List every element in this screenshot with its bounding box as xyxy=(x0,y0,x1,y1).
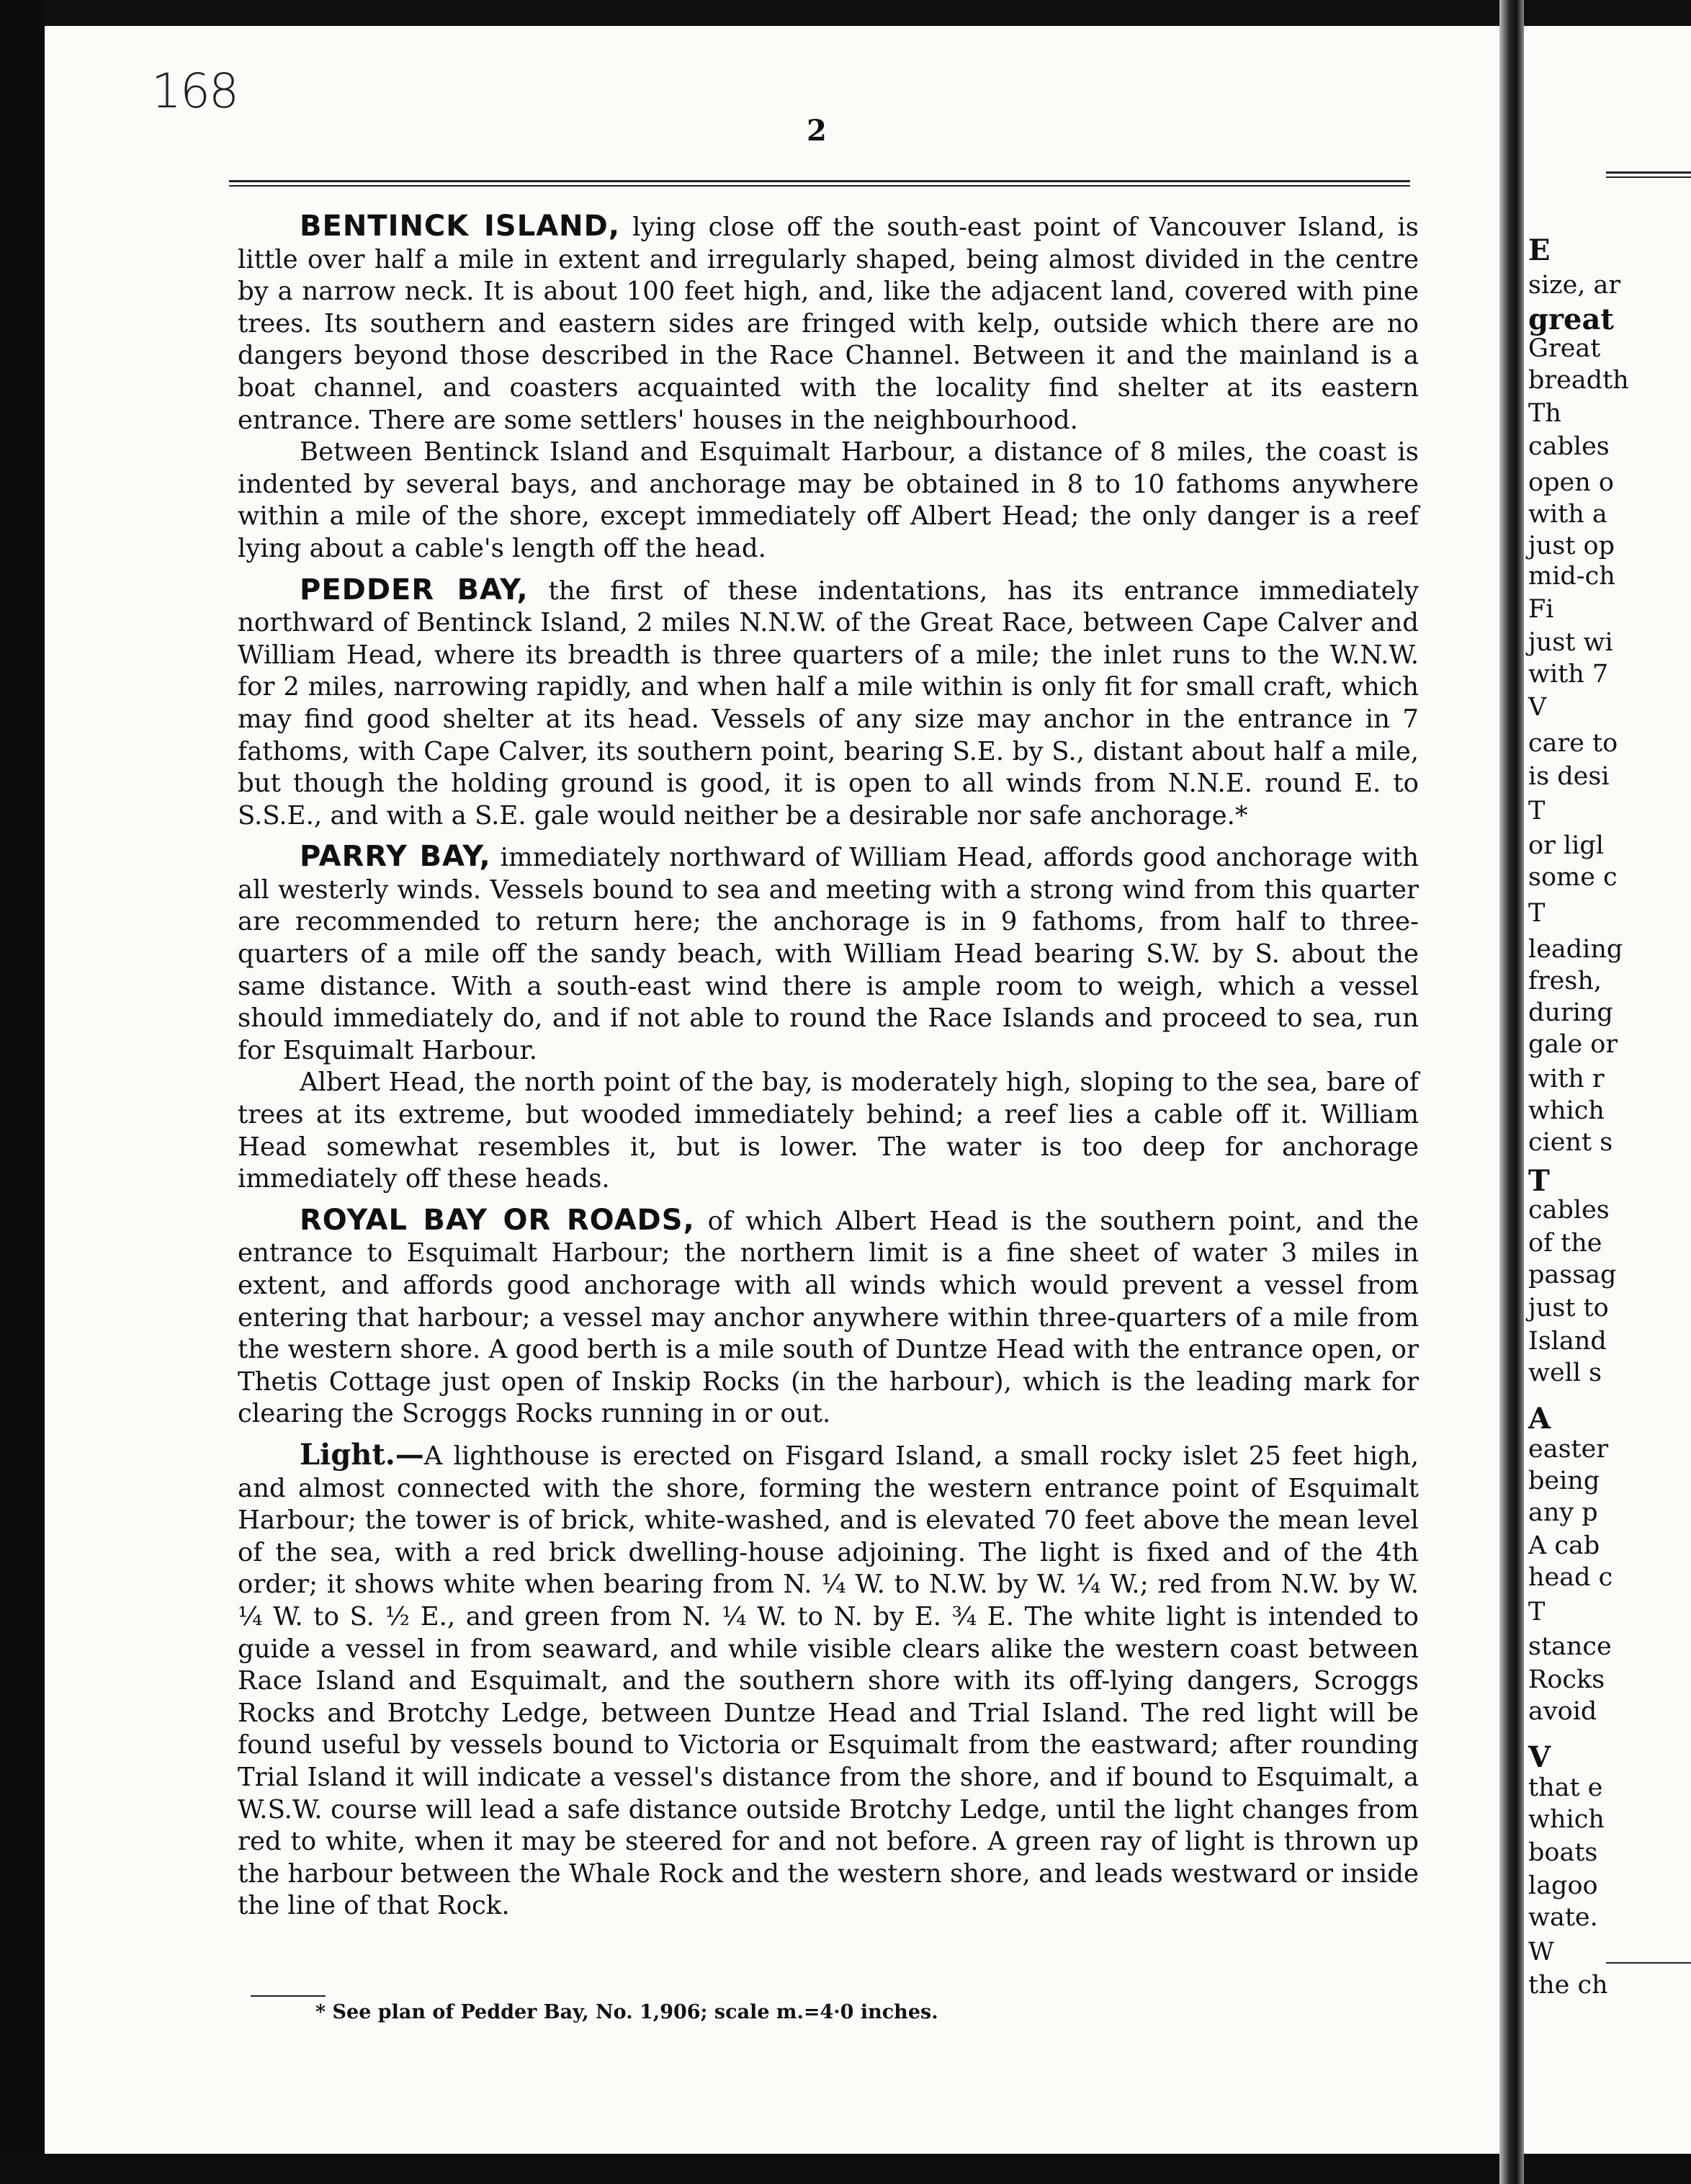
next-page-fragment: care to xyxy=(1528,729,1618,758)
next-page-header-rule xyxy=(1606,171,1691,178)
paragraph xyxy=(238,210,1419,437)
paragraph-text: immediately northward of William Head, affords good anchorage with all westerly winds. Vessels bound to sea and meeting with a strong wind from this quarter are recommended to return here; the anchorage is in 9 fathoms, from half to three-quarters of a mile off the sandy beach, with William Head bearing S.W. by S. about the same distance. With a south-east wind there is ample room to weigh, which a vessel should immediately do, and if not able to round the Race Islands and proceed to sea, run for Esquimalt Harbour. xyxy=(238,843,1419,1065)
paragraph xyxy=(238,1204,1419,1431)
next-page-fragment: which xyxy=(1528,1805,1605,1834)
next-page-fragment: leading xyxy=(1528,935,1623,964)
next-page-fragment: is desi xyxy=(1528,762,1610,791)
next-page-fragment: open o xyxy=(1528,468,1614,497)
section-heading: Light.— xyxy=(300,1437,424,1472)
paragraph-text: Albert Head, the north point of the bay, is moderately high, sloping to the sea, bare of trees at its extreme, but wooded immediately behind; a reef lies a cable off it. William Head somewhat resembles it, but is lower. The water is too deep for anchorage immediately off these heads. xyxy=(238,1068,1419,1194)
next-page-fragment: breadth xyxy=(1528,366,1629,395)
next-page-fragment: with r xyxy=(1528,1065,1605,1093)
next-page-fragment: great xyxy=(1528,303,1614,336)
scan-border-bottom xyxy=(0,2154,1691,2184)
next-page-fragment: Fi xyxy=(1528,595,1554,624)
next-page-fragment: easter xyxy=(1528,1435,1609,1464)
next-page-fragment: passag xyxy=(1528,1261,1617,1289)
next-page-fragment: cables xyxy=(1528,432,1610,461)
next-page-fragment: T xyxy=(1528,1598,1546,1626)
page-gutter xyxy=(1499,0,1524,2184)
next-page-fragment: which xyxy=(1528,1096,1605,1125)
next-page-fragment: Great xyxy=(1528,334,1601,363)
next-page-fragment: any p xyxy=(1528,1498,1598,1527)
paragraph xyxy=(238,574,1419,833)
next-page-fragment: fresh, xyxy=(1528,967,1602,995)
next-page-fragment: cient s xyxy=(1528,1128,1613,1157)
scan-border-top xyxy=(0,0,1691,26)
next-page-bottom-rule xyxy=(1606,1962,1691,1964)
footnote-rule xyxy=(251,1995,326,1997)
next-page-fragment: size, ar xyxy=(1528,271,1621,300)
next-page-fragment: of the xyxy=(1528,1229,1602,1258)
paragraph-text: A lighthouse is erected on Fisgard Island, a small rocky islet 25 feet high, and almost connected with the shore, forming the western entrance point of Esquimalt Harbour; the tower is of brick, white-washed, and is elevated 70 feet above the mean level of the sea, with a red brick dwelling-house adjoining. The light is fixed and of the 4th order; it shows white when bearing from N. ¼ W. to N.W. by W. ¼ W.; red from N.W. by W. ¼ W. to S. ½ E., and green from N. ¼ W. to N. by E. ¾ E. The white light is intended to guide a vessel in from seaward, and while visible clears alike the western coast between Race Island and Esquimalt, and the southern shore with its off-lying dangers, Scroggs Rocks and Brotchy Ledge, between Duntze Head and Trial Island. The red light will be found useful by vessels bound to Victoria or Esquimalt from the eastward; after rounding Trial Island it will indicate a vessel's distance from the shore, and if bound to Esquimalt, a W.S.W. course will lead a safe distance outside Brotchy Ledge, until the light changes from red to white, when it may be steered for and not before. A green ray of light is thrown up the harbour between the Whale Rock and the western shore, and leads westward or inside the line of that Rock. xyxy=(238,1441,1419,1921)
next-page-fragment: just op xyxy=(1528,532,1615,560)
next-page-fragment: E xyxy=(1528,233,1551,267)
next-page-fragment: with a xyxy=(1528,500,1607,529)
next-page-fragment: T xyxy=(1528,797,1546,825)
next-page-fragment: avoid xyxy=(1528,1697,1597,1726)
next-page-fragment: T xyxy=(1528,1164,1550,1198)
next-page-fragment: head c xyxy=(1528,1563,1613,1592)
page-number: 2 xyxy=(807,114,827,148)
next-page-fragment: stance xyxy=(1528,1632,1612,1661)
footnote: * See plan of Pedder Bay, No. 1,906; scale m.=4·0 inches. xyxy=(315,2001,938,2023)
next-page-fragment: V xyxy=(1528,693,1547,722)
next-page-fragment: just wi xyxy=(1528,628,1613,657)
next-page-fragment: during xyxy=(1528,998,1613,1027)
next-page-fragment: well s xyxy=(1528,1359,1602,1387)
next-page-fragment: some c xyxy=(1528,863,1618,892)
next-page-fragment: boats xyxy=(1528,1838,1598,1867)
next-page-fragment: wate. xyxy=(1528,1903,1598,1932)
next-page-fragment: that e xyxy=(1528,1773,1603,1802)
next-page-fragment: V xyxy=(1528,1740,1551,1774)
paragraph xyxy=(238,1067,1419,1195)
next-page-fragment: the ch xyxy=(1528,1971,1608,2000)
paragraph xyxy=(238,841,1419,1067)
section-heading: PEDDER BAY, xyxy=(300,573,529,607)
paragraph-text: the first of these indentations, has its entrance immediately northward of Bentinck Island, 2 miles N.N.W. of the Great Race, between Cape Calver and William Head, where its breadth is three quarters of a mile; the inlet runs to the W.N.W. for 2 miles, narrowing rapidly, and when half a mile within is only fit for small craft, which may find good shelter at its head. Vessels of any size may anchor in the entrance in 7 fathoms, with Cape Calver, its southern point, bearing S.E. by S., distant about half a mile, but though the holding ground is good, it is open to all winds from N.N.E. round E. to S.S.E., and with a S.E. gale would neither be a desirable nor safe anchorage.* xyxy=(238,576,1419,831)
section-heading: BENTINCK ISLAND, xyxy=(300,210,621,243)
header-rule xyxy=(229,180,1410,187)
paragraph xyxy=(238,437,1419,565)
paragraph-text: Between Bentinck Island and Esquimalt Harbour, a distance of 8 miles, the coast is indented by several bays, and anchorage may be obtained in 8 to 10 fathoms anywhere within a mile of the shore, except immediately off Albert Head; the only danger is a reef lying about a cable's length off the head. xyxy=(238,437,1419,563)
next-page-fragment: being xyxy=(1528,1467,1600,1495)
paragraph-text: of which Albert Head is the southern point, and the entrance to Esquimalt Harbour; the northern limit is a fine sheet of water 3 miles in extent, and affords good anchorage with all winds which would prevent a vessel from entering that harbour; a vessel may anchor anywhere within three-quarters of a mile from the western shore. A good berth is a mile south of Duntze Head with the entrance open, or Thetis Cottage just open of Inskip Rocks (in the harbour), which is the leading mark for clearing the Scroggs Rocks running in or out. xyxy=(238,1206,1419,1429)
next-page-fragment: W xyxy=(1528,1938,1554,1966)
next-page-fragment: cables xyxy=(1528,1196,1610,1225)
section-heading: ROYAL BAY OR ROADS, xyxy=(300,1203,695,1237)
section-heading: PARRY BAY, xyxy=(300,840,491,874)
next-page-edge xyxy=(1524,26,1691,2154)
body-text xyxy=(238,210,1419,1923)
next-page-fragment: gale or xyxy=(1528,1030,1618,1059)
next-page-fragment: Th xyxy=(1528,399,1561,428)
next-page-fragment: Rocks xyxy=(1528,1665,1605,1694)
next-page-fragment: just to xyxy=(1528,1294,1609,1323)
scan-border-left xyxy=(0,0,45,2184)
next-page-fragment: A xyxy=(1528,1402,1551,1436)
next-page-fragment: with 7 xyxy=(1528,660,1609,689)
next-page-fragment: lagoo xyxy=(1528,1871,1598,1900)
paragraph-text: lying close off the south-east point of Vancouver Island, is little over half a mile in extent and irregularly shaped, being almost divided in the centre by a narrow neck. It is about 100 feet high, and, like the adjacent land, covered with pine trees. Its southern and eastern sides are fringed with kelp, outside which there are no dangers beyond those described in the Race Channel. Between it and the mainland is a boat channel, and coasters acquainted with the locality find shelter at its eastern entrance. There are some settlers' houses in the neighbourhood. xyxy=(238,212,1419,435)
next-page-fragment: T xyxy=(1528,899,1546,928)
next-page-fragment: A cab xyxy=(1528,1531,1600,1560)
handwritten-page-number: 168 xyxy=(151,63,238,119)
next-page-fragment: or ligl xyxy=(1528,831,1604,860)
next-page-fragment: Island xyxy=(1528,1327,1607,1356)
next-page-fragment: mid-ch xyxy=(1528,562,1615,591)
paragraph xyxy=(238,1439,1419,1923)
